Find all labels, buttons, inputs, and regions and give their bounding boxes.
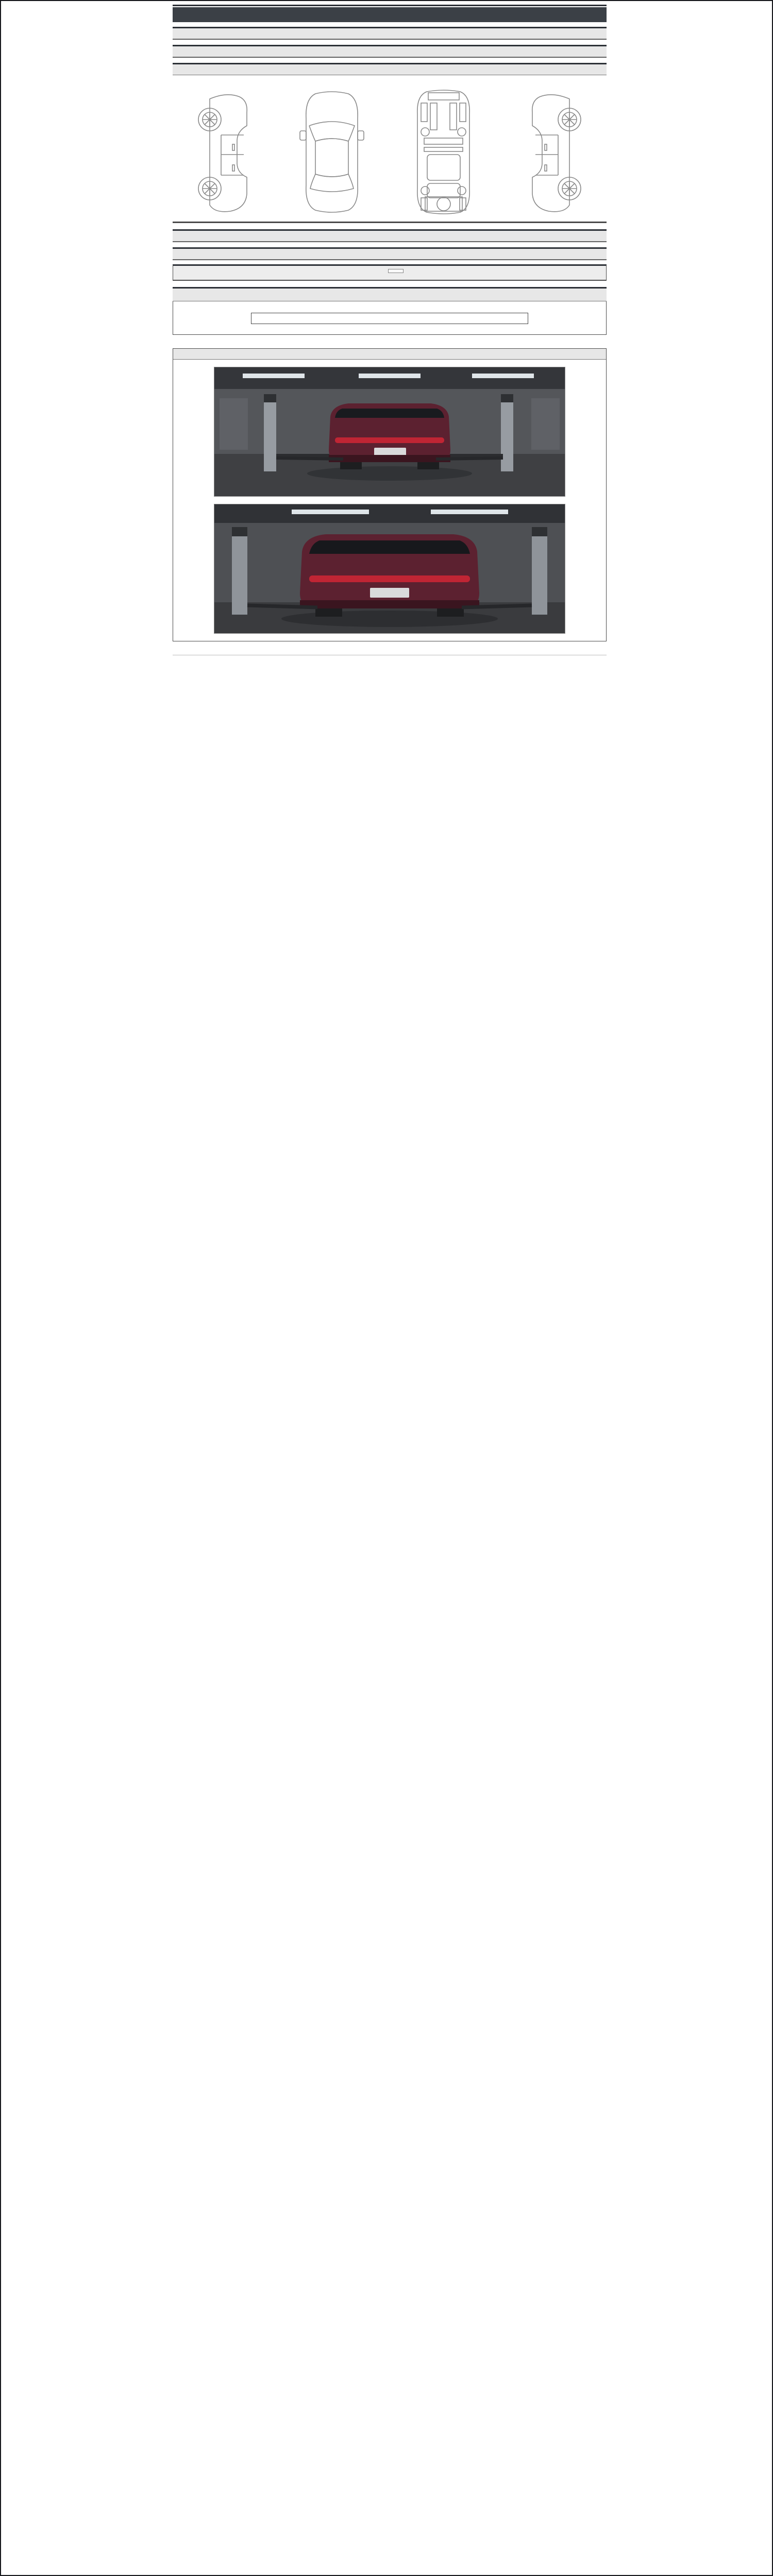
section-overall-header <box>173 45 607 57</box>
car-underbody-diagram <box>398 88 489 216</box>
document-column <box>173 1 607 692</box>
notice-body <box>173 301 607 335</box>
overall-state-table <box>173 57 607 58</box>
car-top-diagram <box>291 88 373 216</box>
notice-section-header <box>173 287 607 301</box>
photo-section-title <box>173 349 606 360</box>
page-mark-2 <box>173 281 607 283</box>
car-side-right-diagram <box>514 88 591 216</box>
inspection-photo-2 <box>214 504 565 634</box>
page-mark-4 <box>180 328 599 330</box>
basic-info-table <box>173 39 607 40</box>
car-damage-diagrams <box>173 84 607 222</box>
inspection-photo-1 <box>214 367 565 497</box>
section-basic-header <box>173 27 607 39</box>
final-price-band <box>173 264 607 280</box>
price-service-box <box>251 313 528 324</box>
signature-row <box>173 655 607 684</box>
section-detail-header <box>173 229 607 242</box>
section-accident-header <box>173 63 607 75</box>
form-reference <box>173 1 607 5</box>
status-symbol-legend <box>173 75 607 80</box>
inspection-photo-section <box>173 348 607 641</box>
document-number <box>173 22 607 27</box>
document-header <box>173 7 607 22</box>
legend-note <box>173 80 607 84</box>
section-etc-header <box>173 247 607 260</box>
final-price-value <box>388 269 404 273</box>
divider <box>173 5 607 6</box>
car-side-left-diagram <box>188 88 265 216</box>
